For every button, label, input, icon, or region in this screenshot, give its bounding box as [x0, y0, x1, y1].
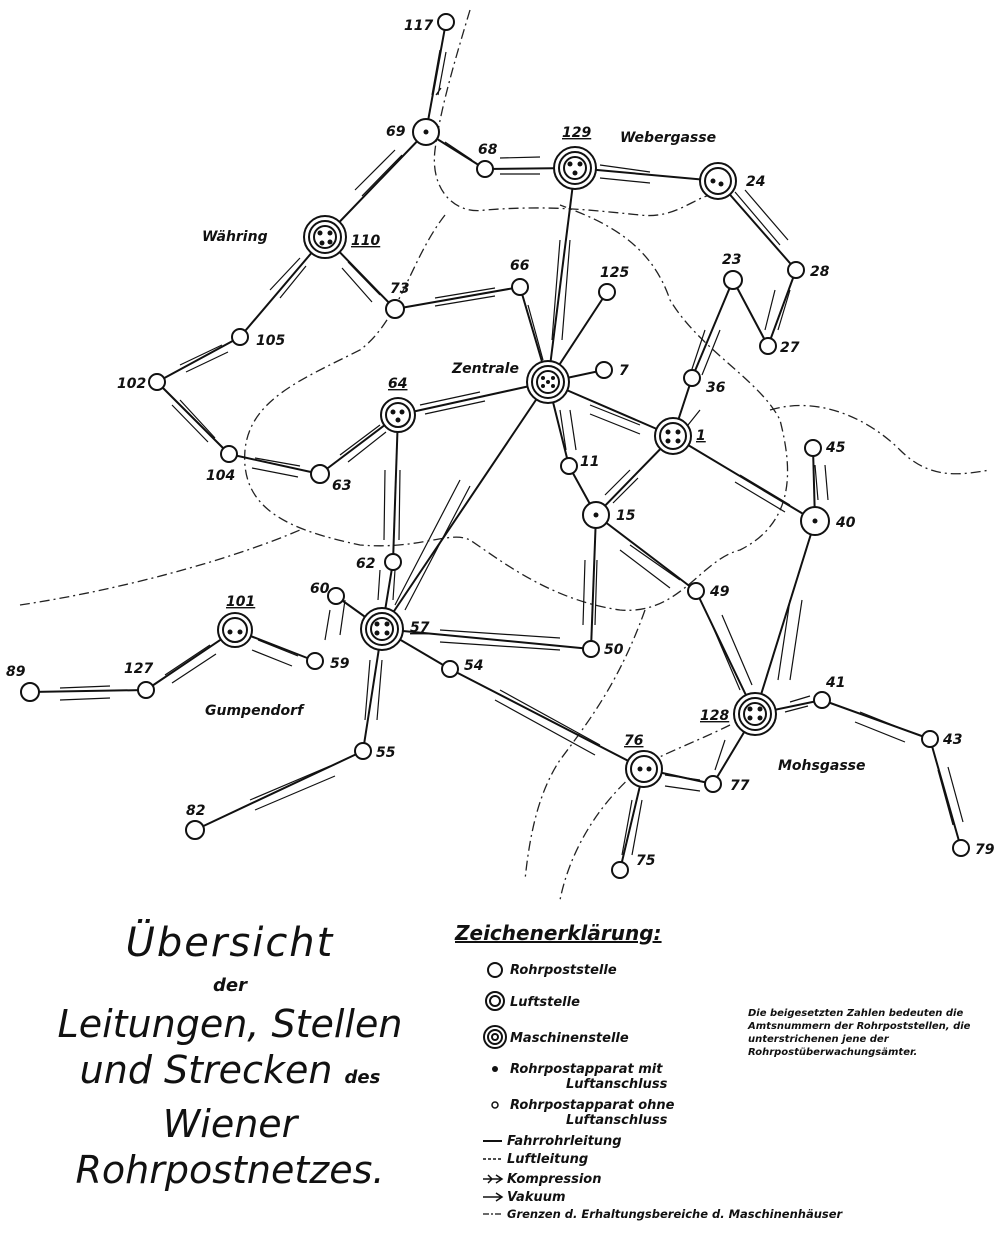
luftstelle-markers [218, 163, 736, 787]
title-line-4b: des [344, 1067, 381, 1088]
label-77: 77 [730, 778, 750, 794]
station-11 [561, 458, 577, 474]
maschinenstelle-110-inner [314, 226, 336, 248]
luftstelle-64-inner [386, 403, 410, 427]
station-75 [612, 862, 628, 878]
area-waehring: Währing [202, 229, 268, 245]
station-36 [684, 370, 700, 386]
legend-fahrrohrleitung: Fahrrohrleitung [507, 1134, 622, 1149]
legend-apparatus-without-air: Rohrpostapparat ohne [510, 1098, 675, 1113]
legend-note: Die beigesetzten Zahlen bedeuten die Amtsnummern der Rohrpoststellen, die unterstrichenen jene der Rohrpostüberwachungsämter. [748, 1008, 971, 1058]
label-11: 11 [580, 454, 600, 470]
station-62 [385, 554, 401, 570]
station-66 [512, 279, 528, 295]
station-82 [186, 821, 204, 839]
legend-graphic [450, 918, 843, 1221]
label-127: 127 [124, 661, 154, 677]
legend-maschinenstelle: Maschinenstelle [510, 1031, 629, 1046]
station-54 [442, 661, 458, 677]
station-28 [788, 262, 804, 278]
maschinenstelle-129-inner [564, 157, 586, 179]
station-73 [386, 300, 404, 318]
label-15: 15 [616, 508, 636, 524]
title-line-1: Übersicht [125, 920, 335, 966]
label-55: 55 [376, 745, 396, 761]
station-7 [596, 362, 612, 378]
label-49: 49 [710, 584, 730, 600]
label-27: 27 [780, 340, 800, 356]
luftstelle-101-inner [223, 618, 247, 642]
maschinenstelle-57-inner [371, 618, 393, 640]
station-117 [438, 14, 454, 30]
title-line-4a: und Strecken [79, 1048, 333, 1092]
area-gumpendorf: Gumpendorf [205, 703, 304, 719]
station-102 [149, 374, 165, 390]
legend-apparatus-with-air-2: Luftanschluss [566, 1077, 668, 1092]
station-27 [760, 338, 776, 354]
legend [450, 918, 843, 1222]
label-63: 63 [332, 478, 352, 494]
label-62: 62 [356, 556, 376, 572]
luftstelle-24-inner [705, 168, 731, 194]
label-50: 50 [604, 642, 624, 658]
luftstelle-icon-inner [490, 996, 500, 1006]
area-zentrale: Zentrale [452, 361, 519, 377]
rohrpoststelle-icon [488, 963, 502, 977]
label-105: 105 [256, 333, 286, 349]
label-60: 60 [310, 581, 330, 597]
title-line-4 [20, 1047, 440, 1101]
label-73: 73 [390, 281, 410, 297]
title-line-5: Wiener Rohrpostnetzes. [75, 1102, 385, 1192]
legend-apparatus-with-air: Rohrpostapparat mit [510, 1062, 663, 1077]
map-title [20, 915, 440, 1193]
label-101: 101 [226, 594, 256, 610]
label-43: 43 [943, 732, 963, 748]
label-129: 129 [562, 125, 592, 141]
label-7: 7 [619, 363, 629, 379]
label-125: 125 [600, 265, 630, 281]
station-43 [922, 731, 938, 747]
label-128: 128 [700, 708, 730, 724]
label-23: 23 [722, 252, 742, 268]
label-76: 76 [624, 733, 644, 749]
label-41: 41 [826, 675, 846, 691]
station-41 [814, 692, 830, 708]
legend-apparatus-without-air-2: Luftanschluss [566, 1113, 668, 1128]
legend-vakuum: Vakuum [507, 1190, 566, 1205]
label-75: 75 [636, 853, 656, 869]
label-40: 40 [836, 515, 856, 531]
station-63 [311, 465, 329, 483]
station-105 [232, 329, 248, 345]
label-68: 68 [478, 142, 498, 158]
label-24: 24 [746, 174, 766, 190]
label-104: 104 [206, 468, 236, 484]
luftstelle-1-inner [660, 423, 686, 449]
station-60 [328, 588, 344, 604]
label-117: 117 [404, 18, 434, 34]
label-1: 1 [696, 428, 706, 444]
vakuum-icon [483, 1193, 502, 1201]
maschinenstelle-icon-inner [492, 1034, 498, 1040]
title-line-3: Leitungen, Stellen [57, 1002, 403, 1046]
station-59 [307, 653, 323, 669]
label-64: 64 [388, 376, 408, 392]
maschinenstelle-128-inner [744, 703, 766, 725]
kompression-icon [483, 1175, 502, 1183]
station-49 [688, 583, 704, 599]
label-102: 102 [117, 376, 147, 392]
label-89: 89 [6, 664, 26, 680]
legend-kompression: Kompression [507, 1172, 602, 1187]
label-45: 45 [826, 440, 846, 456]
label-69: 69 [386, 124, 406, 140]
area-mohsgasse: Mohsgasse [778, 758, 866, 774]
station-125 [599, 284, 615, 300]
station-45 [805, 440, 821, 456]
station-50 [583, 641, 599, 657]
station-55 [355, 743, 371, 759]
boundary-east [770, 406, 990, 474]
label-59: 59 [330, 656, 350, 672]
station-89 [21, 683, 39, 701]
station-104 [221, 446, 237, 462]
label-79: 79 [975, 842, 995, 858]
legend-boundaries: Grenzen d. Erhaltungsbereiche d. Maschinenhäuser [507, 1207, 843, 1221]
legend-heading: Zeichenerklärung: [455, 921, 662, 945]
station-77 [705, 776, 721, 792]
apparatus-without-air-icon [492, 1102, 498, 1108]
label-54: 54 [464, 658, 484, 674]
label-82: 82 [186, 803, 206, 819]
label-57: 57 [410, 620, 430, 636]
boundary-west [20, 530, 300, 605]
legend-rohrpoststelle: Rohrpoststelle [510, 963, 617, 978]
station-labels [6, 18, 995, 869]
label-28: 28 [810, 264, 830, 280]
legend-luftleitung: Luftleitung [507, 1152, 589, 1167]
label-110: 110 [351, 233, 381, 249]
apparatus-with-air-icon [492, 1066, 498, 1072]
label-66: 66 [510, 258, 530, 274]
area-webergasse: Webergasse [620, 130, 717, 146]
station-68 [477, 161, 493, 177]
legend-luftstelle: Luftstelle [510, 995, 580, 1010]
station-127 [138, 682, 154, 698]
station-23 [724, 271, 742, 289]
luftstelle-76-inner [631, 756, 657, 782]
station-79 [953, 840, 969, 856]
title-line-2: der [213, 975, 247, 996]
label-36: 36 [706, 380, 726, 396]
